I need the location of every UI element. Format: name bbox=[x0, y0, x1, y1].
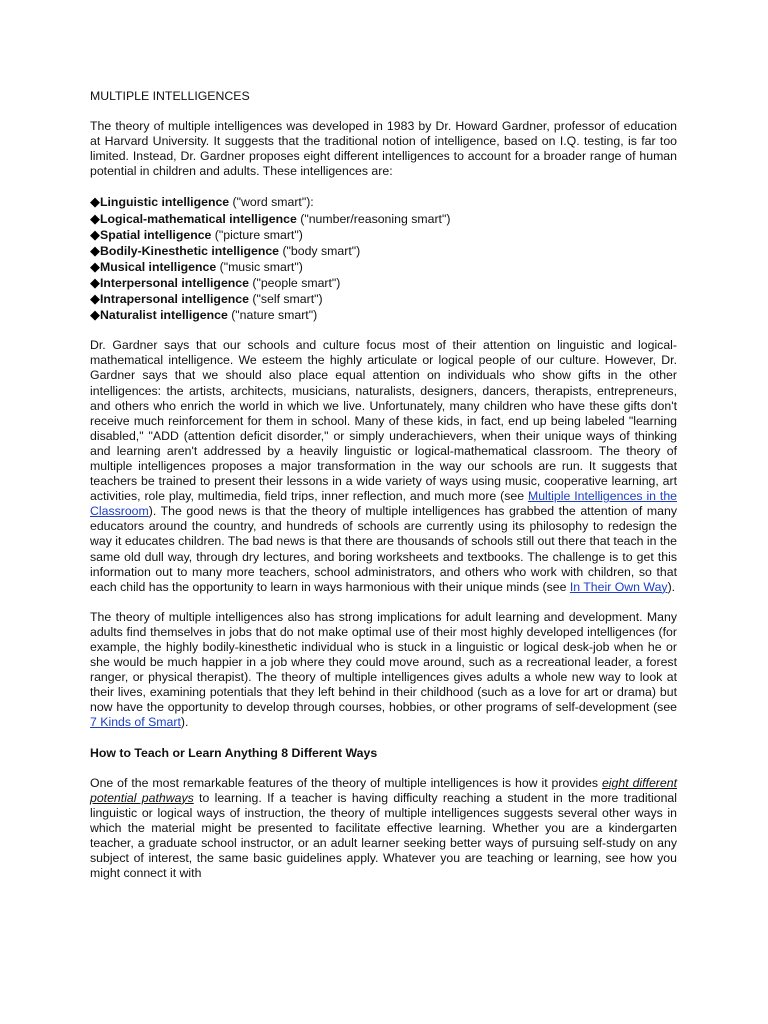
list-item bbox=[90, 307, 677, 323]
intelligence-desc: ("music smart") bbox=[216, 259, 303, 274]
list-item bbox=[90, 259, 677, 275]
diamond-bullet-icon: ◆ bbox=[90, 258, 100, 274]
list-item bbox=[90, 194, 677, 210]
diamond-bullet-icon: ◆ bbox=[90, 194, 100, 210]
in-their-own-way-link[interactable]: In Their Own Way bbox=[569, 579, 668, 594]
list-item bbox=[90, 243, 677, 259]
paragraph-text: Dr. Gardner says that our schools and culture focus most of their attention on linguistic and logical-mathematical intelligence. We esteem the highly articulate or logical people of our culture. However, Dr. Gardner says that we should also place equal attention on individuals who show gifts in the other intelligences: the artists, architects, musicians, naturalists, designers, dancers, therapists, entrepreneurs, and others who enrich the world in which we live. Unfortunately, many children who have these gifts don't receive much reinforcement for them in school. Many of these kids, in fact, end up being labeled "learning disabled," "ADD (attention deficit disorder," or simply underachievers, when their unique ways of thinking and learning aren't addressed by a heavily linguistic or logical-mathematical classroom. The theory of multiple intelligences proposes a major transformation in the way our schools are run. It suggests that teachers be trained to present their lessons in a wide variety of ways using music, cooperative learning, art activities, role play, multimedia, field trips, inner reflection, and much more (see bbox=[90, 338, 677, 504]
intelligence-name: Interpersonal intelligence bbox=[100, 275, 249, 290]
paragraph-text: to learning. If a teacher is having difficulty reaching a student in the more traditional linguistic or logical ways of instruction, the theory of multiple intelligences suggests several other ways in which the material might be presented to facilitate effective learning. Whether you are a kindergarten teacher, a graduate school instructor, or an adult learner seeking better ways of pursuing self-study on any subject of interest, the same basic guidelines apply. Whatever you are teaching or learning, see how you might connect it with bbox=[90, 790, 677, 881]
mi-classroom-link[interactable]: Multiple Intelligences in the Classroom bbox=[90, 489, 677, 519]
list-item bbox=[90, 275, 677, 291]
list-item bbox=[90, 227, 677, 243]
intelligence-desc: ("nature smart") bbox=[227, 308, 318, 323]
diamond-bullet-icon: ◆ bbox=[90, 274, 100, 290]
schools-paragraph bbox=[90, 338, 677, 595]
seven-kinds-of-smart-link[interactable]: 7 Kinds of Smart bbox=[90, 715, 181, 730]
intelligence-name: Bodily-Kinesthetic intelligence bbox=[100, 243, 280, 258]
intelligence-desc: ("self smart") bbox=[248, 292, 323, 307]
paragraph-text: ). bbox=[667, 579, 676, 594]
paragraph-text: One of the most remarkable features of the theory of multiple intelligences is how it provides bbox=[90, 775, 602, 790]
intelligence-name: Naturalist intelligence bbox=[100, 308, 228, 323]
document-title: MULTIPLE INTELLIGENCES bbox=[90, 89, 250, 103]
intelligence-desc: ("word smart"): bbox=[229, 195, 314, 210]
paragraph-text: ). The good news is that the theory of multiple intelligences has grabbed the attention of many educators around the country, and hundreds of schools are currently using its philosophy to redesign the way it educates children. The bad news is that there are thousands of schools still out there that teach in the same old dull way, through dry lectures, and boring worksheets and textbooks. The challenge is to get this information out to many more teachers, school administrators, and others who work with children, so that each child has the opportunity to learn in ways harmonious with their unique minds (see bbox=[90, 504, 677, 594]
intelligence-desc: ("number/reasoning smart") bbox=[296, 211, 451, 226]
intelligence-name: Logical-mathematical intelligence bbox=[100, 211, 297, 226]
paragraph-text: ). bbox=[180, 715, 189, 730]
intelligences-list bbox=[90, 194, 677, 323]
intelligence-name: Musical intelligence bbox=[100, 259, 217, 274]
intro-paragraph: The theory of multiple intelligences was developed in 1983 by Dr. Howard Gardner, professor of education at Harvard University. It suggests that the traditional notion of intelligence, based on I.Q. testing, is far too limited. Instead, Dr. Gardner proposes eight different intelligences to account for a broader range of human potential in children and adults. These intelligences are: bbox=[90, 119, 677, 179]
intelligence-desc: ("people smart") bbox=[248, 275, 341, 290]
section-heading: How to Teach or Learn Anything 8 Different Ways bbox=[90, 745, 378, 760]
diamond-bullet-icon: ◆ bbox=[90, 210, 100, 226]
diamond-bullet-icon: ◆ bbox=[90, 242, 100, 258]
intelligence-desc: ("picture smart") bbox=[211, 227, 303, 242]
intelligence-name: Intrapersonal intelligence bbox=[100, 292, 249, 307]
document-page bbox=[90, 89, 677, 896]
diamond-bullet-icon: ◆ bbox=[90, 291, 100, 307]
intelligence-desc: ("body smart") bbox=[279, 243, 361, 258]
pathways-paragraph bbox=[90, 776, 677, 882]
intelligence-name: Linguistic intelligence bbox=[100, 195, 230, 210]
diamond-bullet-icon: ◆ bbox=[90, 307, 100, 323]
list-item bbox=[90, 291, 677, 307]
list-item bbox=[90, 211, 677, 227]
intelligence-name: Spatial intelligence bbox=[100, 227, 212, 242]
paragraph-text: The theory of multiple intelligences also has strong implications for adult learning and development. Many adults find themselves in jobs that do not make optimal use of their most highly developed intelligences (for example, the highly bodily-kinesthetic individual who is stuck in a linguistic or logical desk-job when he or she would be much happier in a job where they could move around, such as a recreational leader, a forest ranger, or physical therapist). The theory of multiple intelligences gives adults a whole new way to look at their lives, examining potentials that they left behind in their childhood (such as a love for art or drama) but now have the opportunity to develop through courses, hobbies, or other programs of self-development (see bbox=[90, 609, 677, 715]
emphasized-text: eight different potential pathways bbox=[90, 775, 677, 805]
diamond-bullet-icon: ◆ bbox=[90, 226, 100, 242]
adult-learning-paragraph bbox=[90, 610, 677, 731]
